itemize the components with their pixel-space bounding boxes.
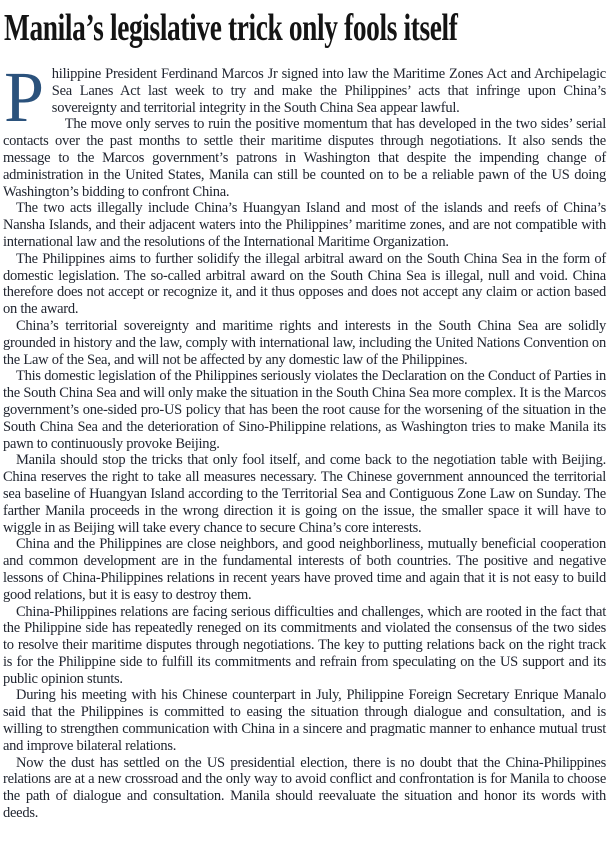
paragraph: During his meeting with his Chinese counterpart in July, Philippine Foreign Secretary Enrique Manalo said that the Philippines is committed to easing the situation through dialogue and consultation, and is willing to strengthen communication with China in a sincere and pragmatic manner to enhance mutual trust and improve bilateral relations. [3,687,606,754]
paragraph: Manila should stop the tricks that only fool itself, and come back to the negotiation table with Beijing. China reserves the right to take all measures necessary. The Chinese government announced the territorial sea baseline of Huangyan Island according to the Territorial Sea and Contiguous Zone Law on Sunday. The farther Manila proceeds in the wrong direction it is going on the issue, the smaller space it will have to wiggle in as Beijing will take every chance to secure China’s core interests. [3,452,606,536]
paragraph: China-Philippines relations are facing serious difficulties and challenges, which are rooted in the fact that the Philippine side has repeatedly reneged on its commitments and violated the consensus of the two sides to resolve their maritime disputes through negotiations. The key to putting relations back on the right track is for the Philippine side to fulfill its commitments and refrain from speculating on the US support and its public opinion stunts. [3,603,606,687]
paragraph [3,57,606,137]
paragraph: This domestic legislation of the Philippines seriously violates the Declaration on the Conduct of Parties in the South China Sea and will only make the situation in the South China Sea more complex. It is the Marcos government’s one-sided pro-US policy that has been the root cause for the worsening of the situation in the South China Sea and the deterioration of Sino-Philippine relations, as Washington tries to make Manila its pawn to continuously provoke Beijing. [3,368,606,452]
paragraph: China’s territorial sovereignty and maritime rights and interests in the South China Sea are solidly grounded in history and the law, comply with international law, including the United Nations Convention on the Law of the Sea, and will not be affected by any domestic law of the Philippines. [3,317,606,368]
article-headline-text: Manila’s legislative trick only fools itself [4,7,458,49]
paragraph: The two acts illegally include China’s Huangyan Island and most of the islands and reefs of China’s Nansha Islands, and their adjacent waters into the Philippines’ maritime zones, and are not compatible with international law and the resolutions of the International Maritime Organization. [3,200,606,250]
article-headline [4,6,606,56]
drop-cap-letter: P [4,57,44,137]
paragraph: China and the Philippines are close neighbors, and good neighborliness, mutually beneficial cooperation and common development are in the fundamental interests of both countries. The positive and negative lessons of China-Philippines relations in recent years have proved time and again that it is not easy to build good relations, but it is easy to destroy them. [3,536,606,603]
paragraph-text: hilippine President Ferdinand Marcos Jr signed into law the Maritime Zones Act and Archipelagic Sea Lanes Act last week to try and make the Philippines’ acts that infringe upon China’s sovereignty and territorial integrity in the South China Sea appear lawful. [51,66,606,116]
paragraph: Now the dust has settled on the US presidential election, there is no doubt that the China-Philippines relations are at a new crossroad and the only way to avoid conflict and confrontation is for Manila to choose the path of dialogue and consultation. Manila should reevaluate the situation and honor its words with deeds. [3,754,606,822]
paragraph: The Philippines aims to further solidify the illegal arbitral award on the South China Sea in the form of domestic legislation. The so-called arbitral award on the South China Sea is illegal, null and void. China therefore does not accept or recognize it, and it thus opposes and does not accept any claim or action based on the award. [3,250,606,318]
paragraph: The move only serves to ruin the positive momentum that has developed in the two sides’ serial contacts over the past months to settle their maritime disputes through negotiations. It also sends the message to the Marcos government’s patrons in Washington that despite the impending change of administration in the United States, Manila can still be counted on to be a reliable pawn of the US doing Washington’s bidding to confront China. [3,116,606,200]
article-body [3,57,606,822]
